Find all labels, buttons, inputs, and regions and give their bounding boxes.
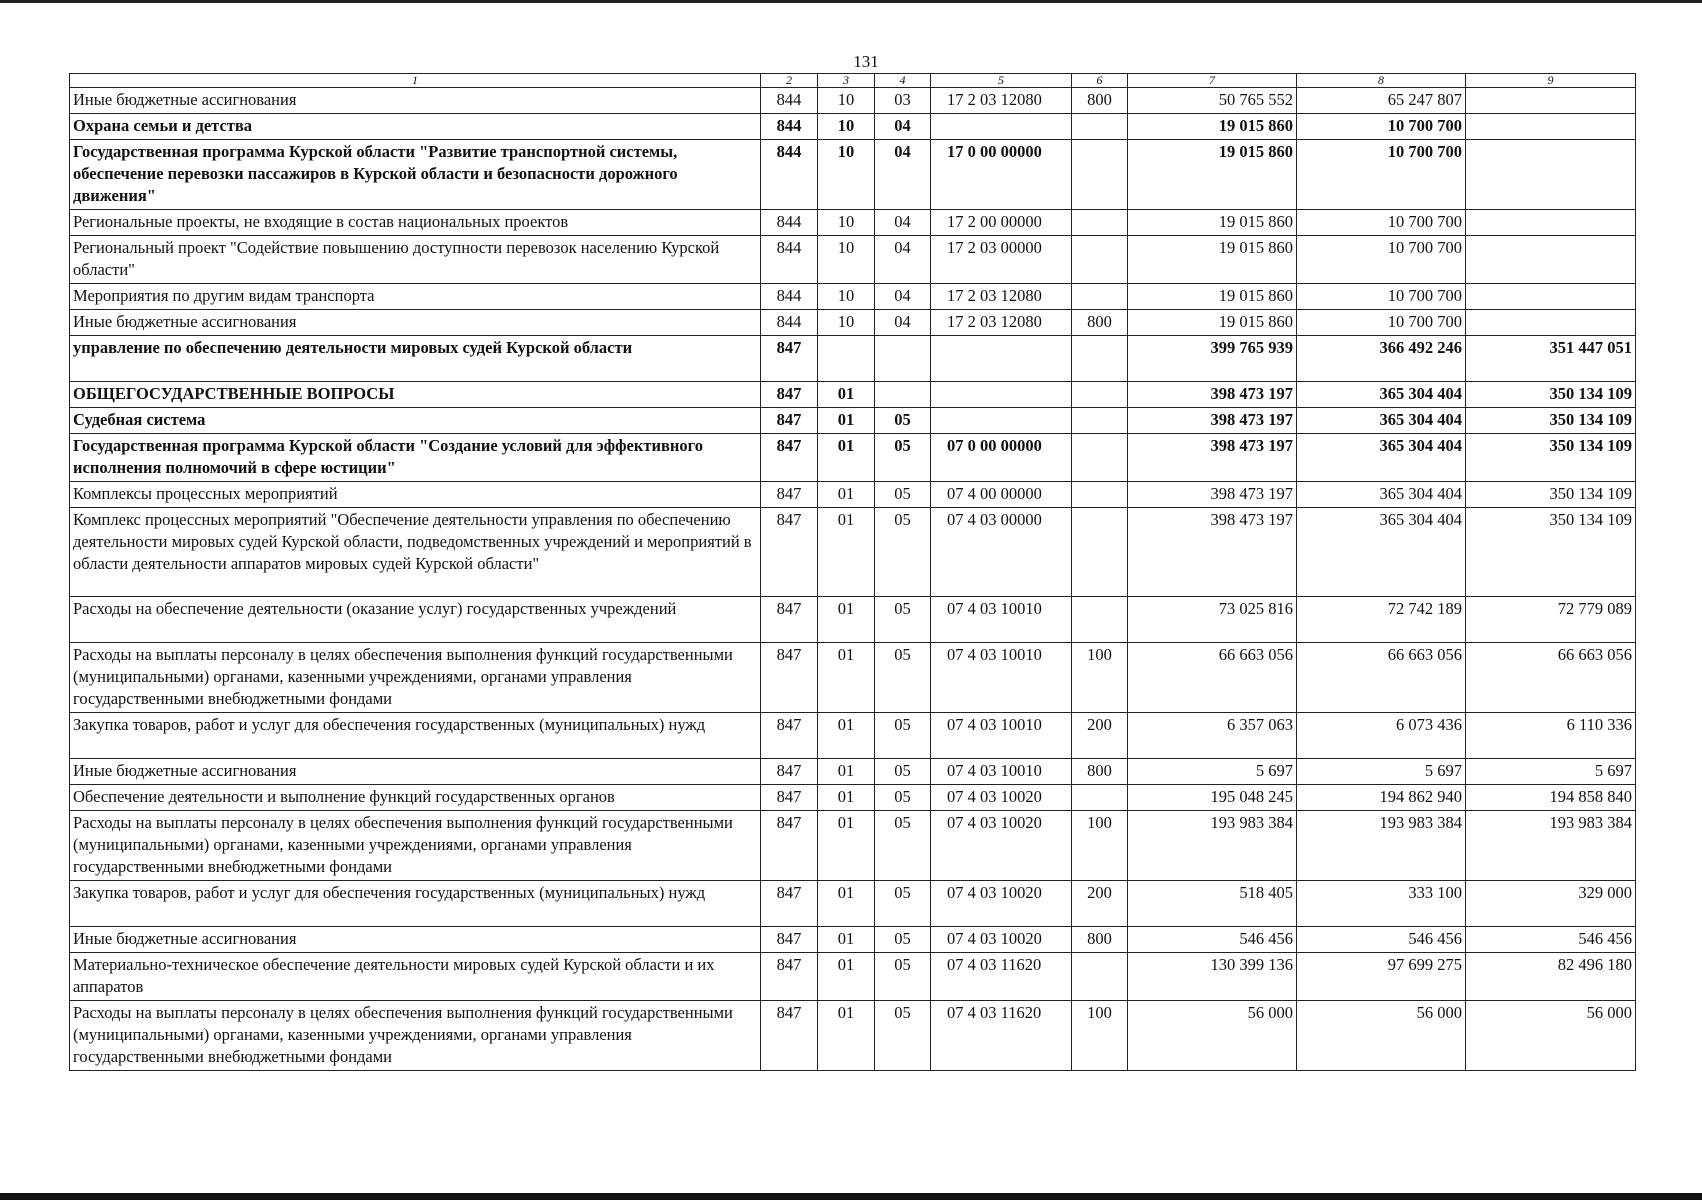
column-header: 6 [1072,74,1128,88]
column-header: 1 [70,74,761,88]
row-amount-1: 5 697 [1128,759,1297,785]
row-amount-3: 329 000 [1466,881,1636,927]
column-header: 9 [1466,74,1636,88]
row-rz: 10 [818,114,875,140]
row-amount-3: 5 697 [1466,759,1636,785]
table-row [70,811,1636,881]
row-csr: 17 2 03 12080 [931,88,1072,114]
row-csr: 07 4 03 11620 [931,1001,1072,1071]
row-pr: 03 [875,88,931,114]
row-vr [1072,785,1128,811]
row-amount-3: 193 983 384 [1466,811,1636,881]
row-amount-2: 366 492 246 [1297,336,1466,382]
row-vr [1072,210,1128,236]
row-name: Иные бюджетные ассигнования [70,310,761,336]
table-row [70,336,1636,382]
row-name: Расходы на выплаты персоналу в целях обеспечения выполнения функций государственными (муниципальными) органами, казенными учреждениями, органами управления государственными внебюджетными фондами [70,643,761,713]
row-rz: 01 [818,434,875,482]
row-name: Расходы на выплаты персоналу в целях обеспечения выполнения функций государственными (муниципальными) органами, казенными учреждениями, органами управления государственными внебюджетными фондами [70,811,761,881]
row-vr: 800 [1072,927,1128,953]
row-name: Иные бюджетные ассигнования [70,927,761,953]
row-rz: 10 [818,284,875,310]
row-pr: 05 [875,953,931,1001]
row-csr: 07 4 03 10010 [931,643,1072,713]
row-vr: 800 [1072,759,1128,785]
row-csr [931,382,1072,408]
row-rz: 01 [818,1001,875,1071]
row-rz: 01 [818,382,875,408]
row-csr: 07 4 03 11620 [931,953,1072,1001]
table-row [70,508,1636,597]
row-pr: 05 [875,597,931,643]
table-row [70,713,1636,759]
row-ved: 847 [761,482,818,508]
row-name: Охрана семьи и детства [70,114,761,140]
row-csr: 07 0 00 00000 [931,434,1072,482]
row-name: Мероприятия по другим видам транспорта [70,284,761,310]
table-row [70,284,1636,310]
row-amount-3: 194 858 840 [1466,785,1636,811]
row-rz: 01 [818,881,875,927]
row-amount-2: 10 700 700 [1297,114,1466,140]
row-amount-1: 50 765 552 [1128,88,1297,114]
row-pr: 05 [875,785,931,811]
row-ved: 847 [761,811,818,881]
row-amount-2: 10 700 700 [1297,236,1466,284]
table-row [70,408,1636,434]
row-amount-1: 6 357 063 [1128,713,1297,759]
row-amount-2: 56 000 [1297,1001,1466,1071]
row-name: Материально-техническое обеспечение деятельности мировых судей Курской области и их аппаратов [70,953,761,1001]
row-amount-2: 10 700 700 [1297,310,1466,336]
table-row [70,881,1636,927]
row-amount-3: 350 134 109 [1466,408,1636,434]
row-name: Иные бюджетные ассигнования [70,88,761,114]
table-row [70,927,1636,953]
row-name: Комплекс процессных мероприятий "Обеспечение деятельности управления по обеспечению деятельности мировых судей Курской области, подведомственных учреждений и мероприятий в области деятельности аппаратов мировых судей Курской области" [70,508,761,597]
row-name: Закупка товаров, работ и услуг для обеспечения государственных (муниципальных) нужд [70,713,761,759]
row-csr: 07 4 03 10010 [931,597,1072,643]
row-vr: 200 [1072,713,1128,759]
row-amount-3: 350 134 109 [1466,434,1636,482]
row-name: Судебная система [70,408,761,434]
row-amount-3: 82 496 180 [1466,953,1636,1001]
row-name: Региональный проект "Содействие повышению доступности перевозок населению Курской области" [70,236,761,284]
row-amount-3 [1466,284,1636,310]
row-amount-2: 72 742 189 [1297,597,1466,643]
row-amount-3 [1466,140,1636,210]
row-csr: 17 0 00 00000 [931,140,1072,210]
row-ved: 847 [761,953,818,1001]
row-amount-1: 518 405 [1128,881,1297,927]
row-ved: 847 [761,336,818,382]
row-rz: 01 [818,927,875,953]
row-pr: 05 [875,1001,931,1071]
row-amount-3 [1466,236,1636,284]
row-amount-3 [1466,88,1636,114]
budget-table [69,73,1636,1071]
row-vr: 100 [1072,643,1128,713]
row-csr: 07 4 00 00000 [931,482,1072,508]
row-csr: 07 4 03 10020 [931,785,1072,811]
table-row [70,1001,1636,1071]
row-amount-3: 6 110 336 [1466,713,1636,759]
row-ved: 847 [761,434,818,482]
row-vr: 200 [1072,881,1128,927]
row-amount-3 [1466,210,1636,236]
table-row [70,643,1636,713]
row-ved: 847 [761,881,818,927]
row-csr: 07 4 03 10010 [931,759,1072,785]
row-vr [1072,284,1128,310]
row-vr [1072,114,1128,140]
row-amount-1: 56 000 [1128,1001,1297,1071]
row-name: Иные бюджетные ассигнования [70,759,761,785]
row-csr: 17 2 03 12080 [931,310,1072,336]
row-amount-2: 365 304 404 [1297,382,1466,408]
row-rz: 10 [818,88,875,114]
row-csr [931,336,1072,382]
table-row [70,140,1636,210]
row-ved: 844 [761,140,818,210]
table-row [70,482,1636,508]
row-amount-1: 195 048 245 [1128,785,1297,811]
row-amount-1: 398 473 197 [1128,482,1297,508]
row-pr: 04 [875,284,931,310]
row-amount-2: 5 697 [1297,759,1466,785]
row-rz: 01 [818,508,875,597]
row-vr [1072,336,1128,382]
row-rz [818,336,875,382]
row-amount-2: 66 663 056 [1297,643,1466,713]
row-csr [931,408,1072,434]
page-number: 131 [853,52,879,71]
row-amount-1: 19 015 860 [1128,140,1297,210]
row-rz: 10 [818,210,875,236]
row-name: Региональные проекты, не входящие в состав национальных проектов [70,210,761,236]
row-pr: 05 [875,408,931,434]
row-ved: 847 [761,408,818,434]
row-name: Государственная программа Курской области "Создание условий для эффективного исполнения полномочий в сфере юстиции" [70,434,761,482]
table-row [70,114,1636,140]
row-amount-1: 398 473 197 [1128,382,1297,408]
row-name: Обеспечение деятельности и выполнение функций государственных органов [70,785,761,811]
row-vr: 800 [1072,310,1128,336]
row-name: Государственная программа Курской области "Развитие транспортной системы, обеспечение перевозки пассажиров в Курской области и безопасности дорожного движения" [70,140,761,210]
row-amount-1: 546 456 [1128,927,1297,953]
row-amount-2: 365 304 404 [1297,482,1466,508]
table-row [70,88,1636,114]
row-amount-1: 19 015 860 [1128,310,1297,336]
row-rz: 01 [818,713,875,759]
row-ved: 847 [761,927,818,953]
row-pr: 04 [875,114,931,140]
table-row [70,434,1636,482]
column-header: 7 [1128,74,1297,88]
row-amount-3: 350 134 109 [1466,382,1636,408]
row-amount-2: 546 456 [1297,927,1466,953]
row-name: Закупка товаров, работ и услуг для обеспечения государственных (муниципальных) нужд [70,881,761,927]
row-pr: 04 [875,210,931,236]
row-amount-3 [1466,310,1636,336]
row-vr [1072,236,1128,284]
row-rz: 10 [818,310,875,336]
row-pr [875,336,931,382]
table-row [70,382,1636,408]
row-rz: 01 [818,597,875,643]
table-row [70,785,1636,811]
row-csr: 07 4 03 10020 [931,927,1072,953]
row-rz: 01 [818,785,875,811]
row-pr: 04 [875,310,931,336]
column-header: 5 [931,74,1072,88]
column-header: 8 [1297,74,1466,88]
row-vr [1072,597,1128,643]
row-amount-1: 398 473 197 [1128,408,1297,434]
row-csr: 17 2 03 00000 [931,236,1072,284]
row-pr: 05 [875,811,931,881]
row-amount-1: 398 473 197 [1128,508,1297,597]
row-name: управление по обеспечению деятельности мировых судей Курской области [70,336,761,382]
row-amount-2: 365 304 404 [1297,408,1466,434]
row-amount-1: 19 015 860 [1128,114,1297,140]
row-amount-2: 333 100 [1297,881,1466,927]
row-csr: 17 2 03 12080 [931,284,1072,310]
row-ved: 844 [761,88,818,114]
row-amount-3: 351 447 051 [1466,336,1636,382]
row-amount-3: 350 134 109 [1466,482,1636,508]
row-amount-1: 130 399 136 [1128,953,1297,1001]
row-amount-3: 66 663 056 [1466,643,1636,713]
row-amount-3: 56 000 [1466,1001,1636,1071]
row-name: ОБЩЕГОСУДАРСТВЕННЫЕ ВОПРОСЫ [70,382,761,408]
row-csr: 07 4 03 00000 [931,508,1072,597]
row-pr: 04 [875,236,931,284]
row-pr: 05 [875,927,931,953]
row-rz: 01 [818,408,875,434]
column-header: 4 [875,74,931,88]
row-amount-3: 546 456 [1466,927,1636,953]
row-amount-2: 365 304 404 [1297,508,1466,597]
row-ved: 844 [761,310,818,336]
row-vr: 100 [1072,811,1128,881]
table-row [70,597,1636,643]
row-ved: 847 [761,1001,818,1071]
row-vr [1072,482,1128,508]
row-pr: 05 [875,643,931,713]
row-vr [1072,953,1128,1001]
row-csr: 07 4 03 10020 [931,881,1072,927]
row-amount-2: 365 304 404 [1297,434,1466,482]
row-ved: 844 [761,236,818,284]
row-pr: 05 [875,881,931,927]
row-amount-3: 72 779 089 [1466,597,1636,643]
row-rz: 01 [818,643,875,713]
column-number-row [70,74,1636,88]
row-rz: 01 [818,759,875,785]
row-vr [1072,140,1128,210]
table-row [70,953,1636,1001]
row-vr: 800 [1072,88,1128,114]
table-row [70,236,1636,284]
row-amount-2: 193 983 384 [1297,811,1466,881]
row-amount-2: 10 700 700 [1297,140,1466,210]
row-amount-2: 65 247 807 [1297,88,1466,114]
row-ved: 844 [761,284,818,310]
row-amount-1: 398 473 197 [1128,434,1297,482]
column-header: 3 [818,74,875,88]
row-pr: 05 [875,508,931,597]
scan-edge-bottom [0,1193,1702,1200]
row-rz: 10 [818,236,875,284]
row-amount-2: 194 862 940 [1297,785,1466,811]
scan-edge-top [0,0,1702,3]
row-pr: 04 [875,140,931,210]
row-name: Комплексы процессных мероприятий [70,482,761,508]
row-pr [875,382,931,408]
row-ved: 847 [761,508,818,597]
row-ved: 847 [761,382,818,408]
row-ved: 844 [761,114,818,140]
row-rz: 10 [818,140,875,210]
row-csr: 07 4 03 10010 [931,713,1072,759]
table-row [70,210,1636,236]
row-vr [1072,508,1128,597]
row-rz: 01 [818,811,875,881]
row-vr [1072,434,1128,482]
row-name: Расходы на выплаты персоналу в целях обеспечения выполнения функций государственными (муниципальными) органами, казенными учреждениями, органами управления государственными внебюджетными фондами [70,1001,761,1071]
row-ved: 847 [761,597,818,643]
row-vr [1072,408,1128,434]
table-row [70,759,1636,785]
row-ved: 847 [761,713,818,759]
row-amount-1: 399 765 939 [1128,336,1297,382]
row-ved: 847 [761,759,818,785]
column-header: 2 [761,74,818,88]
row-amount-1: 19 015 860 [1128,210,1297,236]
row-amount-2: 97 699 275 [1297,953,1466,1001]
row-amount-1: 19 015 860 [1128,284,1297,310]
row-amount-2: 10 700 700 [1297,284,1466,310]
row-amount-3: 350 134 109 [1466,508,1636,597]
row-rz: 01 [818,953,875,1001]
row-amount-2: 10 700 700 [1297,210,1466,236]
row-vr: 100 [1072,1001,1128,1071]
row-amount-1: 19 015 860 [1128,236,1297,284]
row-ved: 847 [761,785,818,811]
row-amount-3 [1466,114,1636,140]
row-amount-2: 6 073 436 [1297,713,1466,759]
row-csr [931,114,1072,140]
table-row [70,310,1636,336]
row-vr [1072,382,1128,408]
row-pr: 05 [875,759,931,785]
row-amount-1: 66 663 056 [1128,643,1297,713]
row-amount-1: 73 025 816 [1128,597,1297,643]
row-ved: 844 [761,210,818,236]
row-rz: 01 [818,482,875,508]
row-ved: 847 [761,643,818,713]
row-name: Расходы на обеспечение деятельности (оказание услуг) государственных учреждений [70,597,761,643]
row-csr: 17 2 00 00000 [931,210,1072,236]
row-amount-1: 193 983 384 [1128,811,1297,881]
row-csr: 07 4 03 10020 [931,811,1072,881]
row-pr: 05 [875,713,931,759]
row-pr: 05 [875,434,931,482]
row-pr: 05 [875,482,931,508]
